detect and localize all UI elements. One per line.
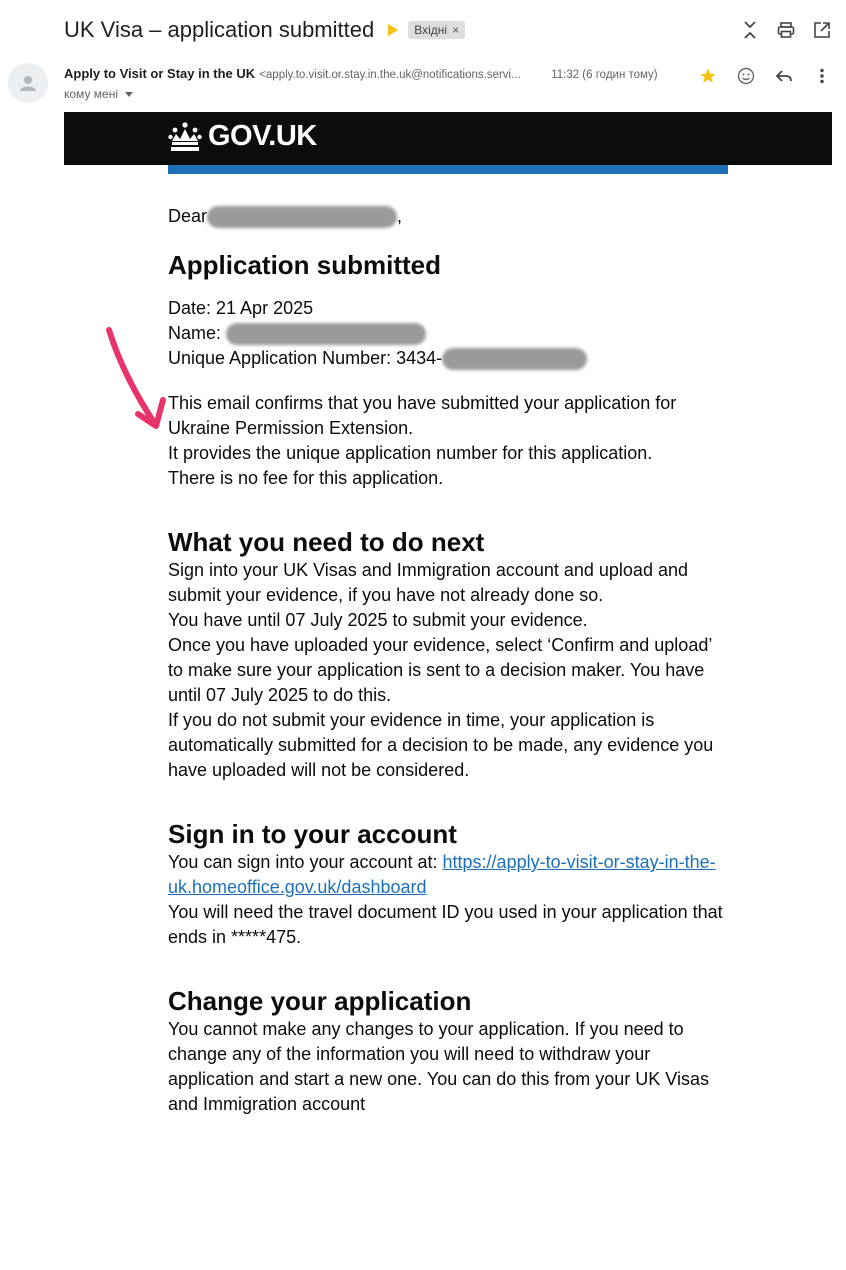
inbox-label: Вхідні bbox=[414, 23, 448, 37]
confirmation-paragraph bbox=[168, 391, 728, 491]
inbox-label-chip[interactable] bbox=[408, 21, 465, 39]
remove-label-icon[interactable]: × bbox=[452, 23, 460, 37]
star-icon[interactable] bbox=[698, 64, 718, 88]
crown-icon bbox=[168, 121, 202, 153]
change-application-heading: Change your application bbox=[168, 986, 472, 1016]
expand-collapse-icon[interactable] bbox=[740, 18, 760, 42]
govuk-header bbox=[64, 112, 832, 165]
application-details bbox=[168, 296, 728, 371]
recipient-row[interactable] bbox=[64, 87, 133, 101]
redacted-applicant-name bbox=[226, 323, 426, 345]
greeting-end: , bbox=[397, 206, 403, 226]
sender-name[interactable]: Apply to Visit or Stay in the UK bbox=[64, 66, 256, 81]
applicant-name-label: Name: bbox=[168, 323, 227, 343]
sign-in-heading: Sign in to your account bbox=[168, 819, 457, 849]
redacted-name bbox=[207, 206, 397, 228]
reply-icon[interactable] bbox=[774, 64, 794, 88]
sender-row bbox=[64, 66, 674, 81]
uan-label: Unique Application Number: 3434- bbox=[168, 348, 443, 368]
sign-in-text: You can sign into your account at: bbox=[168, 852, 443, 872]
redacted-application-number bbox=[442, 348, 587, 370]
govuk-brand-text: GOV.UK bbox=[208, 120, 317, 152]
sender-email: <apply.to.visit.or.stay.in.the.uk@notifications.servi... bbox=[259, 69, 521, 81]
confirmation-line: There is no fee for this application. bbox=[168, 468, 444, 488]
application-submitted-heading: Application submitted bbox=[168, 250, 441, 280]
travel-document-paragraph: You will need the travel document ID you used in your application that ends in *****475. bbox=[168, 902, 723, 947]
sent-time: 11:32 (6 годин тому) bbox=[551, 69, 658, 81]
next-steps-paragraph: If you do not submit your evidence in time, your application is automatically submitted for a decision to be made, any evidence you have uploaded will not be considered. bbox=[168, 710, 714, 780]
next-steps-paragraph: You have until 07 July 2025 to submit your evidence. bbox=[168, 610, 588, 630]
application-date: Date: 21 Apr 2025 bbox=[168, 298, 314, 318]
unique-application-number-line bbox=[168, 346, 728, 371]
importance-marker-icon[interactable] bbox=[388, 24, 398, 36]
show-details-chevron-down-icon[interactable] bbox=[125, 92, 133, 97]
govuk-logo[interactable] bbox=[168, 120, 317, 153]
message-toolbar bbox=[698, 64, 832, 88]
greeting bbox=[168, 204, 728, 229]
print-icon[interactable] bbox=[776, 18, 796, 42]
applicant-name-line bbox=[168, 321, 728, 346]
person-icon bbox=[18, 73, 38, 93]
more-vert-icon[interactable] bbox=[812, 64, 832, 88]
next-steps-paragraph: Once you have uploaded your evidence, select ‘Confirm and upload’ to make sure your application is sent to a decision maker. You have until 07 July 2025 to do this. bbox=[168, 635, 712, 705]
change-application-paragraph: You cannot make any changes to your application. If you need to change any of the information you will need to withdraw your application and start a new one. You can do this from your UK Visas and Immigration account bbox=[168, 1019, 709, 1114]
dashboard-link[interactable]: https://apply-to-visit-or-stay-in-the-uk.homeoffice.gov.uk/dashboard bbox=[168, 852, 716, 897]
recipient-label: кому мені bbox=[64, 87, 118, 101]
email-body bbox=[168, 204, 728, 1117]
thread-toolbar bbox=[740, 18, 832, 42]
next-steps-paragraph: Sign into your UK Visas and Immigration account and upload and submit your evidence, if you have not already done so. bbox=[168, 560, 688, 605]
sender-avatar[interactable] bbox=[8, 63, 48, 103]
emoji-reaction-icon[interactable] bbox=[736, 64, 756, 88]
next-steps-heading: What you need to do next bbox=[168, 527, 485, 557]
greeting-start: Dear bbox=[168, 206, 208, 226]
header-blue-bar bbox=[168, 165, 728, 174]
open-in-new-window-icon[interactable] bbox=[812, 18, 832, 42]
subject-row bbox=[64, 15, 465, 45]
sign-in-paragraph bbox=[168, 850, 728, 900]
email-subject: UK Visa – application submitted bbox=[64, 17, 375, 42]
annotation-arrow-icon bbox=[100, 324, 172, 434]
confirmation-line: It provides the unique application number for this application. bbox=[168, 443, 653, 463]
confirmation-line: This email confirms that you have submitted your application for Ukraine Permission Extension. bbox=[168, 393, 677, 438]
